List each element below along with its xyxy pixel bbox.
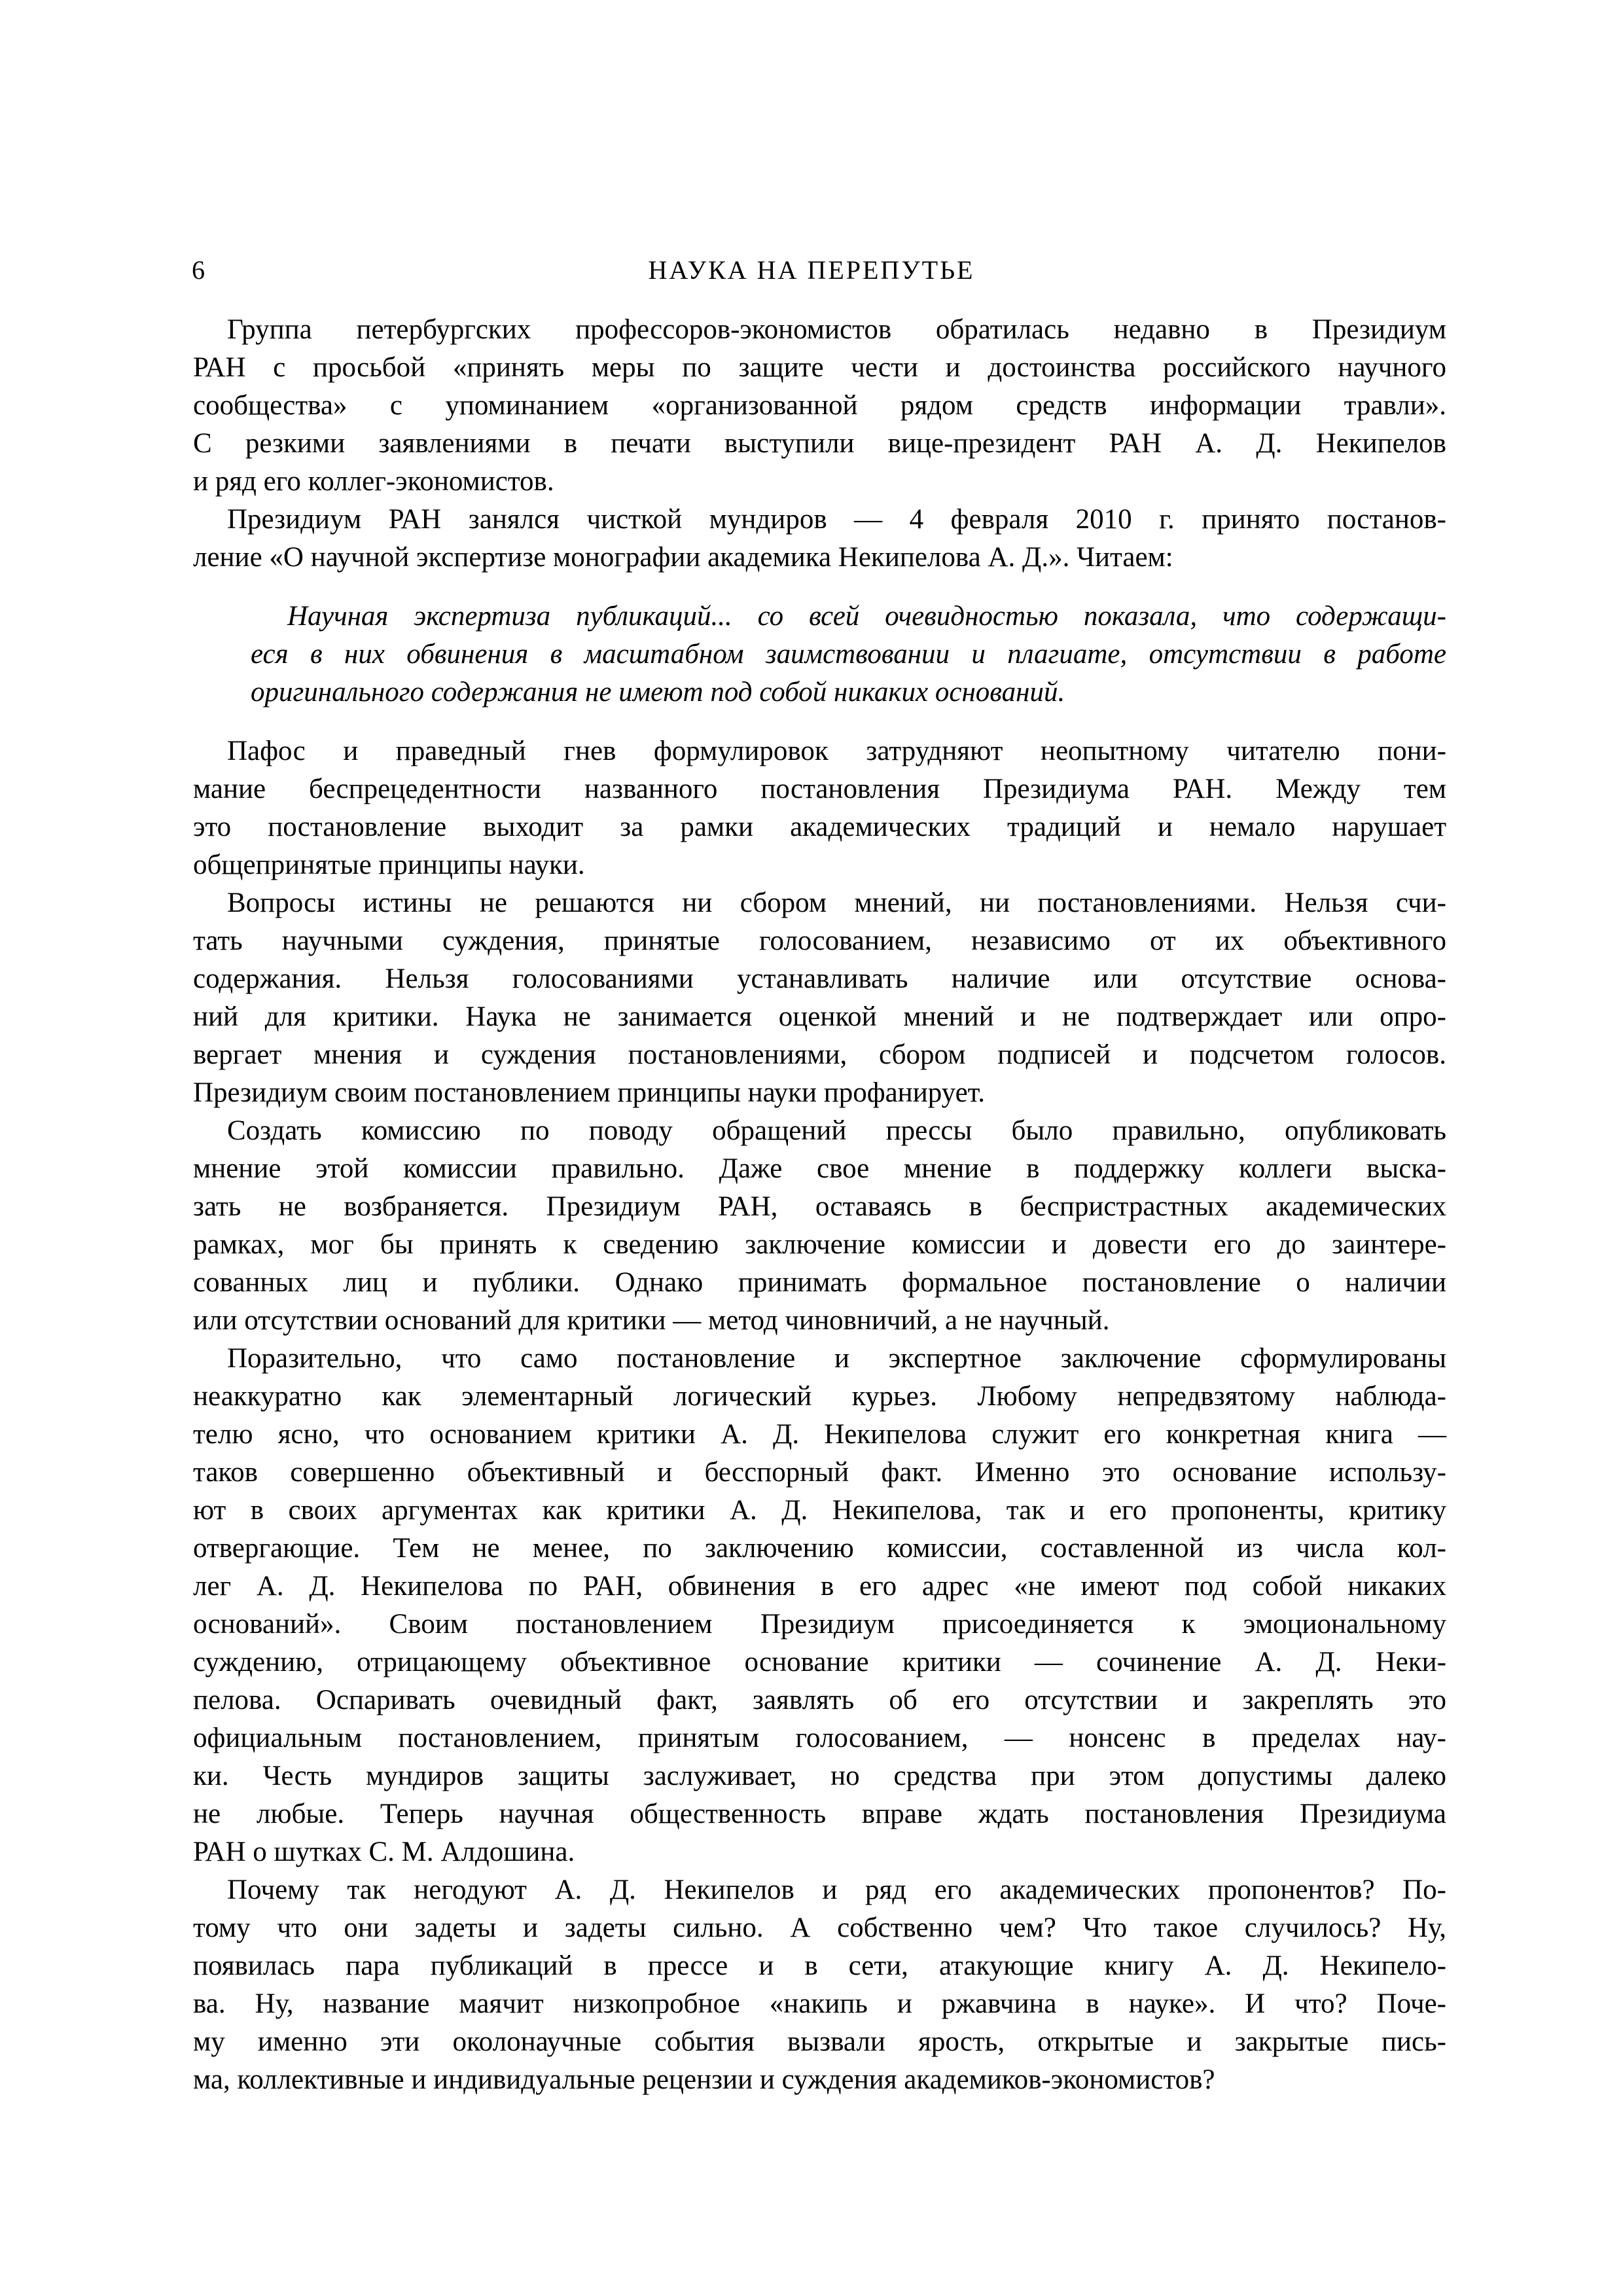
block-quote <box>251 598 1446 711</box>
text-line: вергает мнения и суждения постановлениями, сбором подписей и подсчетом голосов. <box>193 1039 1446 1070</box>
text-line: ний для критики. Наука не занимается оценкой мнений и не подтверждает или опро- <box>193 1001 1446 1032</box>
text-line: это постановление выходит за рамки академических традиций и немало нарушает <box>193 812 1446 842</box>
text-line: пелова. Оспаривать очевидный факт, заявлять об его отсутствии и закреплять это <box>193 1685 1446 1715</box>
text-line: С резкими заявлениями в печати выступили вице-президент РАН А. Д. Некипелов <box>193 428 1446 459</box>
text-line: мание беспрецедентности названного постановления Президиума РАН. Между тем <box>193 774 1446 804</box>
paragraph <box>193 1112 1446 1340</box>
text-line: ют в своих аргументах как критики А. Д. Некипелова, так и его пропоненты, критику <box>193 1495 1446 1526</box>
text-line: рамках, мог бы принять к сведению заключение комиссии и довести его до заинтере- <box>193 1229 1446 1260</box>
text-line: тому что они задеты и задеты сильно. А собственно чем? Что такое случилось? Ну, <box>193 1912 1446 1943</box>
text-line: общепринятые принципы науки. <box>193 850 585 880</box>
text-line: Почему так негодуют А. Д. Некипелов и ряд его академических пропонентов? По- <box>227 1874 1446 1905</box>
paragraph <box>193 311 1446 501</box>
text-line: Пафос и праведный гнев формулировок затрудняют неопытному читателю пони- <box>227 736 1446 766</box>
text-line: официальным постановлением, принятым голосованием, — нонсенс в пределах нау- <box>193 1723 1446 1753</box>
text-line: еся в них обвинения в масштабном заимствовании и плагиате, отсутствии в работе <box>251 639 1446 670</box>
text-line: РАН о шутках С. М. Алдошина. <box>193 1837 575 1867</box>
text-line: тать научными суждения, принятые голосованием, независимо от их объективного <box>193 925 1446 956</box>
text-line: оснований». Своим постановлением Президиум присоединяется к эмоциональному <box>193 1609 1446 1640</box>
text-line: сообщества» с упоминанием «организованной рядом средств информации травли». <box>193 390 1446 421</box>
text-line: или отсутствии оснований для критики — метод чиновничий, а не научный. <box>193 1305 1110 1336</box>
text-line: не любые. Теперь научная общественность вправе ждать постановления Президиума <box>193 1799 1446 1829</box>
text-line: ки. Честь мундиров защиты заслуживает, но средства при этом допустимы далеко <box>193 1761 1446 1791</box>
text-line: му именно эти околонаучные события вызвали ярость, открытые и закрытые пись- <box>193 2026 1446 2057</box>
text-line: ление «О научной экспертизе монографии академика Некипелова А. Д.». Читаем: <box>193 542 1173 573</box>
paragraph <box>193 501 1446 577</box>
text-line: зать не возбраняется. Президиум РАН, оставаясь в беспристрастных академических <box>193 1191 1446 1222</box>
running-head: НАУКА НА ПЕРЕПУТЬЕ <box>648 255 975 285</box>
text-line: таков совершенно объективный и бесспорный факт. Именно это основание использу- <box>193 1457 1446 1488</box>
paragraph <box>193 1340 1446 1871</box>
text-line: РАН с просьбой «принять меры по защите чести и достоинства российского научного <box>193 352 1446 383</box>
text-line: Вопросы истины не решаются ни сбором мнений, ни постановлениями. Нельзя счи- <box>227 888 1446 918</box>
text-line: Создать комиссию по поводу обращений прессы было правильно, опубликовать <box>227 1115 1446 1146</box>
text-line: Президиум своим постановлением принципы науки профанирует. <box>193 1077 985 1108</box>
text-line: отвергающие. Тем не менее, по заключению комиссии, составленной из числа кол- <box>193 1533 1446 1564</box>
paragraph <box>193 732 1446 884</box>
text-line: Группа петербургских профессоров-экономистов обратилась недавно в Президиум <box>227 314 1446 345</box>
text-line: появилась пара публикаций в прессе и в сети, атакующие книгу А. Д. Некипело- <box>193 1950 1446 1981</box>
text-line: телю ясно, что основанием критики А. Д. Некипелова служит его конкретная книга — <box>193 1419 1446 1450</box>
paragraph <box>193 884 1446 1112</box>
text-block <box>193 311 1446 2099</box>
text-line: и ряд его коллег-экономистов. <box>193 466 554 497</box>
text-line: ва. Ну, название маячит низкопробное «накипь и ржавчина в науке». И что? Поче- <box>193 1988 1446 2019</box>
text-line: содержания. Нельзя голосованиями устанавливать наличие или отсутствие основа- <box>193 963 1446 994</box>
text-line: мнение этой комиссии правильно. Даже свое мнение в поддержку коллеги выска- <box>193 1153 1446 1184</box>
text-line: Президиум РАН занялся чисткой мундиров — 4 февраля 2010 г. принято постанов- <box>227 504 1446 535</box>
text-line: сованных лиц и публики. Однако принимать формальное постановление о наличии <box>193 1267 1446 1298</box>
text-line: неаккуратно как элементарный логический курьез. Любому непредвзятому наблюда- <box>193 1381 1446 1412</box>
paragraph <box>193 1871 1446 2099</box>
text-line: ма, коллективные и индивидуальные рецензии и суждения академиков-экономистов? <box>193 2064 1215 2095</box>
text-line: оригинального содержания не имеют под собой никаких оснований. <box>251 677 1065 708</box>
page-number: 6 <box>192 255 205 285</box>
text-line: лег А. Д. Некипелова по РАН, обвинения в его адрес «не имеют под собой никаких <box>193 1571 1446 1602</box>
text-line: Научная экспертиза публикаций... со всей очевидностью показала, что содержащи- <box>287 601 1446 632</box>
text-line: Поразительно, что само постановление и экспертное заключение сформулированы <box>227 1343 1446 1374</box>
text-line: суждению, отрицающему объективное основание критики — сочинение А. Д. Неки- <box>193 1647 1446 1677</box>
